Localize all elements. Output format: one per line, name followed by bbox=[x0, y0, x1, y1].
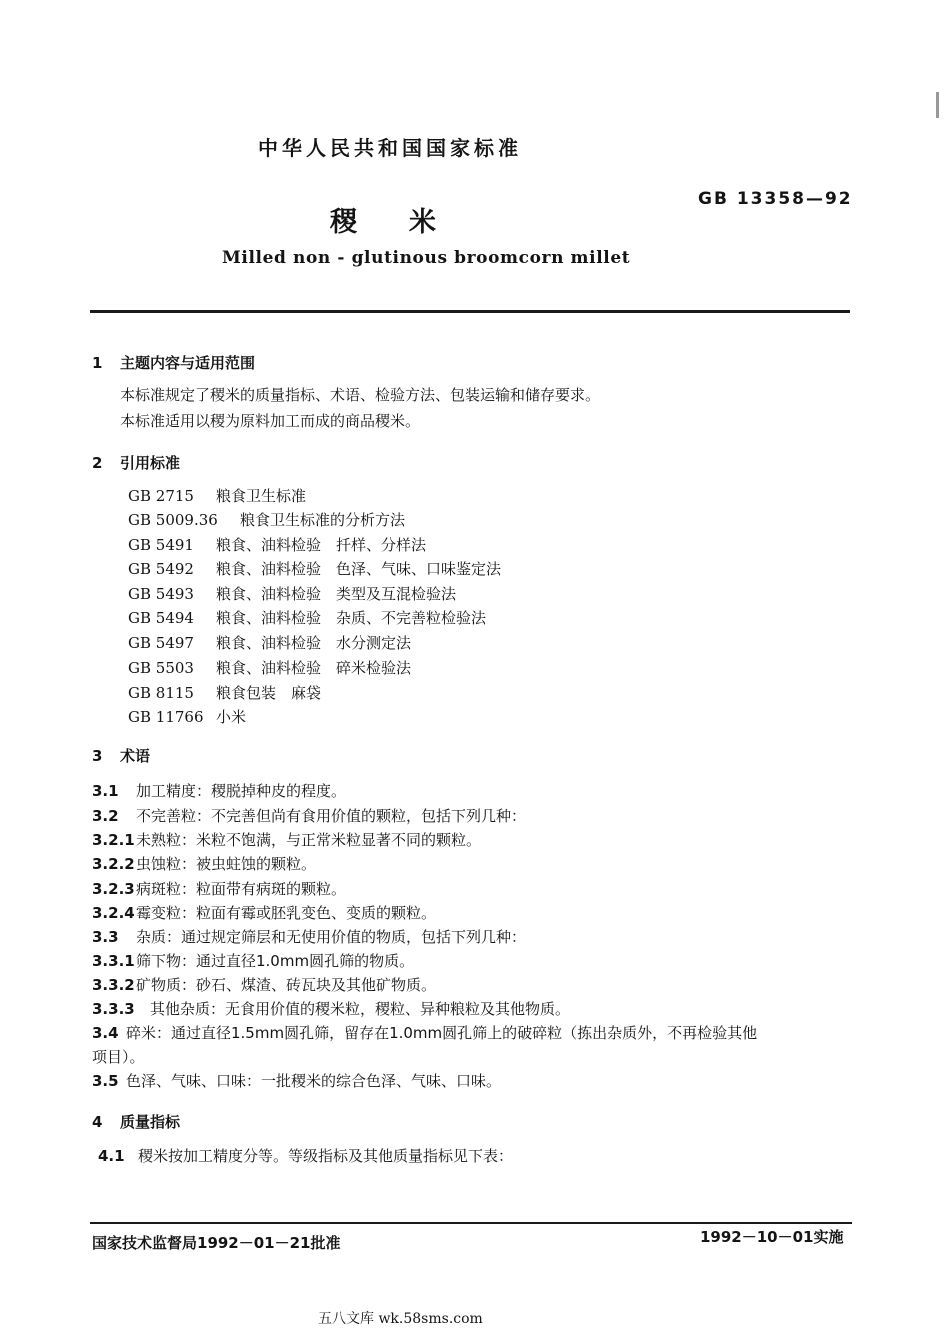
implementation-date: 1992－10－01实施 bbox=[700, 1228, 844, 1246]
term-item: 3.3 杂质：通过规定筛层和无使用价值的物质，包括下列几种： bbox=[92, 928, 527, 946]
term-item: 3.2.3病斑粒：粒面带有病斑的颗粒。 bbox=[92, 880, 347, 898]
country-standard-heading: 中华人民共和国国家标准 bbox=[258, 136, 522, 160]
watermark-text: 五八文库 wk.58sms.com bbox=[318, 1311, 483, 1327]
reference-item: GB 5009.36 粮食卫生标准的分析方法 bbox=[128, 511, 406, 529]
term-item: 3.5 色泽、气味、口味：一批稷米的综合色泽、气味、口味。 bbox=[92, 1072, 502, 1090]
reference-item: GB 5492 粮食、油料检验 色泽、气味、口味鉴定法 bbox=[128, 560, 502, 578]
section-1-paragraph: 本标准适用以稷为原料加工而成的商品稷米。 bbox=[120, 412, 421, 430]
approval-line: 国家技术监督局1992－01－21批准 bbox=[92, 1234, 341, 1252]
section-2-heading: 2 引用标准 bbox=[92, 454, 181, 472]
term-item: 3.2.4霉变粒：粒面有霉或胚乳变色、变质的颗粒。 bbox=[92, 904, 437, 922]
reference-item: GB 8115 粮食包装 麻袋 bbox=[128, 684, 322, 702]
reference-item: GB 5491 粮食、油料检验 扦样、分样法 bbox=[128, 536, 427, 554]
term-item: 3.3.2矿物质：砂石、煤渣、砖瓦块及其他矿物质。 bbox=[92, 976, 437, 994]
term-item: 3.3.1筛下物：通过直径1.0mm圆孔筛的物质。 bbox=[92, 952, 415, 970]
section-3-heading: 3 术语 bbox=[92, 747, 151, 765]
term-item: 3.2 不完善粒：不完善但尚有食用价值的颗粒，包括下列几种： bbox=[92, 807, 527, 825]
reference-item: GB 11766 小米 bbox=[128, 708, 247, 726]
term-item: 3.2.1未熟粒：米粒不饱满，与正常米粒显著不同的颗粒。 bbox=[92, 831, 482, 849]
term-item-continuation: 项目）。 bbox=[92, 1048, 145, 1066]
standard-code: GB 13358—92 bbox=[698, 189, 853, 209]
clause-4-1: 4.1 稷米按加工精度分等。等级指标及其他质量指标见下表： bbox=[98, 1147, 514, 1165]
term-item: 3.4 碎米：通过直径1.5mm圆孔筛，留存在1.0mm圆孔筛上的破碎粒（拣出杂质外，不再检验其他 bbox=[92, 1024, 758, 1042]
reference-item: GB 2715 粮食卫生标准 bbox=[128, 487, 307, 505]
reference-item: GB 5494 粮食、油料检验 杂质、不完善粒检验法 bbox=[128, 609, 487, 627]
term-item: 3.3.3 其他杂质：无食用价值的稷米粒，稷粒、异种粮粒及其他物质。 bbox=[92, 1000, 571, 1018]
scan-edge-mark bbox=[936, 92, 939, 118]
term-item: 3.1 加工精度：稷脱掉种皮的程度。 bbox=[92, 782, 347, 800]
reference-item: GB 5503 粮食、油料检验 碎米检验法 bbox=[128, 659, 412, 677]
english-title: Milled non - glutinous broomcorn millet bbox=[222, 248, 631, 268]
section-1-heading: 1 主题内容与适用范围 bbox=[92, 354, 256, 372]
footer-rule bbox=[90, 1222, 852, 1224]
header-rule bbox=[90, 310, 850, 313]
document-title: 稷米 bbox=[330, 207, 488, 238]
reference-item: GB 5497 粮食、油料检验 水分测定法 bbox=[128, 634, 412, 652]
reference-item: GB 5493 粮食、油料检验 类型及互混检验法 bbox=[128, 585, 457, 603]
section-1-paragraph: 本标准规定了稷米的质量指标、术语、检验方法、包装运输和储存要求。 bbox=[120, 386, 601, 404]
term-item: 3.2.2虫蚀粒：被虫蛀蚀的颗粒。 bbox=[92, 855, 317, 873]
section-4-heading: 4 质量指标 bbox=[92, 1113, 181, 1131]
